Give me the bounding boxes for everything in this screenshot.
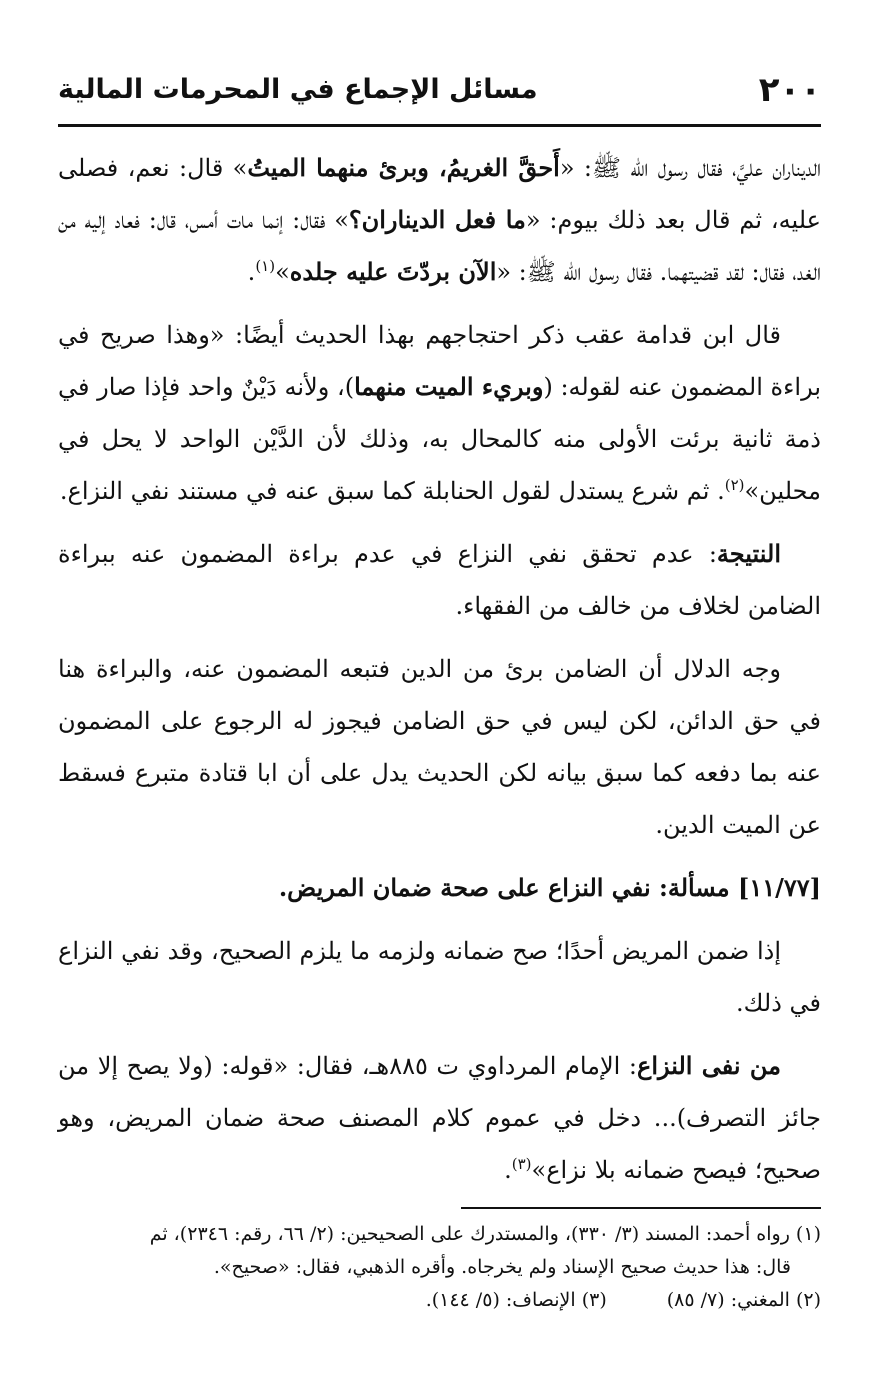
page-number: ٢٠٠ [758,70,821,110]
body-text [58,142,821,1207]
p1-text-a: الديناران عليَّ، فقال رسول الله ﷺ: « [559,154,821,182]
p2-text-c: )، ولأنه دَيْنٌ واحد فإذا صار في ذمة ثانية برئت الأولى منه كالمحال به، وذلك لأن الدَّيْن الواحد لا يحل في محلين» [58,373,821,505]
footnote-ref-1: (١) [255,257,276,275]
section-heading: [١١/٧٧] مسألة: نفي النزاع على صحة ضمان المريض. [278,873,821,902]
paragraph-result [58,528,821,632]
footnote-rule [461,1207,821,1209]
paragraph-denier [58,1040,821,1196]
p2-text-d: . ثم شرع يستدل لقول الحنابلة كما سبق عنه في مستند نفي النزاع. [59,477,725,505]
running-title: مسائل الإجماع في المحرمات المالية [58,74,538,105]
footnote-row [58,1284,821,1317]
p2-quote: وبريء الميت منهما [354,372,544,401]
p1-quote-3: الآن بردّتَ عليه جلده [289,257,497,286]
paragraph-issue: إذا ضمن المريض أحدًا؛ صح ضمانه ولزمه ما يلزم الصحيح، وقد نفي النزاع في ذلك. [58,937,821,1017]
denier-text: : الإمام المرداوي ت ٨٨٥هـ، فقال: «قوله: (ولا يصح إلا من جائز التصرف)... دخل في عموم كلام المصنف صحة ضمان المريض، وهو صحيح؛ فيصح ضمانه بلا نزاع» [58,1052,821,1184]
p1-text-h: . [247,258,256,286]
p1-text-g: » [275,258,290,286]
footnote-1-line-2: قال: هذا حديث صحيح الإسناد ولم يخرجاه. وأقره الذهبي، فقال: «صحيح». [213,1256,791,1278]
footnote-ref-2: (٢) [724,476,745,494]
footnotes [58,1218,821,1317]
p2-text-a: قال ابن قدامة عقب ذكر احتجاجهم بهذا الحديث أيضًا: «وهذا صريح في براءة المضمون عنه لقوله: ( [58,321,821,401]
result-text: : عدم تحقق نفي النزاع في عدم براءة المضمون عنه ببراءة الضامن لخلاف من خالف من الفقهاء. [58,540,821,620]
p1-quote-2: ما فعل الديناران؟ [348,205,526,234]
paragraph-hadith-continuation [58,142,821,298]
p1-quote-1: أَحقَّ الغريمُ، وبرئ منهما الميتُ [247,153,560,182]
header-rule [58,124,821,127]
denier-label: من نفى النزاع [637,1051,781,1080]
footnote-ref-3: (٣) [511,1155,532,1173]
p1-text-e: » فقال: إنما مات أمس، قال: فعاد إليه من الغد، فقال: لقد قضيتهما. فقال رسول الله ﷺ: « [58,206,821,286]
footnote-1-line-1: (١) رواه أحمد: المسند (٣/ ٣٣٠)، والمستدرك على الصحيحين: (٢/ ٦٦، رقم: ٢٣٤٦)، ثم [149,1223,821,1245]
page-header [58,70,821,118]
paragraph-reasoning: وجه الدلال أن الضامن برئ من الدين فتبعه المضمون عنه، والبراءة هنا في حق الدائن، لكن ليس في حق الضامن فيجوز له الرجوع على المضمون عنه بما دفعه كما سبق بيانه لكن الحديث يدل على أن ابا قتادة متبرع فسقط عن الميت الدين. [58,655,821,839]
denier-text-end: . [504,1156,512,1184]
paragraph-ibn-qudama [58,309,821,517]
footnote-3: (٣) الإنصاف: (٥/ ١٤٤). [425,1289,607,1311]
footnote-2: (٢) المغني: (٧/ ٨٥) [666,1289,821,1311]
p1-text-c: » قال: نعم، فصلى عليه، ثم قال بعد ذلك بيوم: « [58,154,821,234]
result-label: النتيجة [716,539,781,568]
